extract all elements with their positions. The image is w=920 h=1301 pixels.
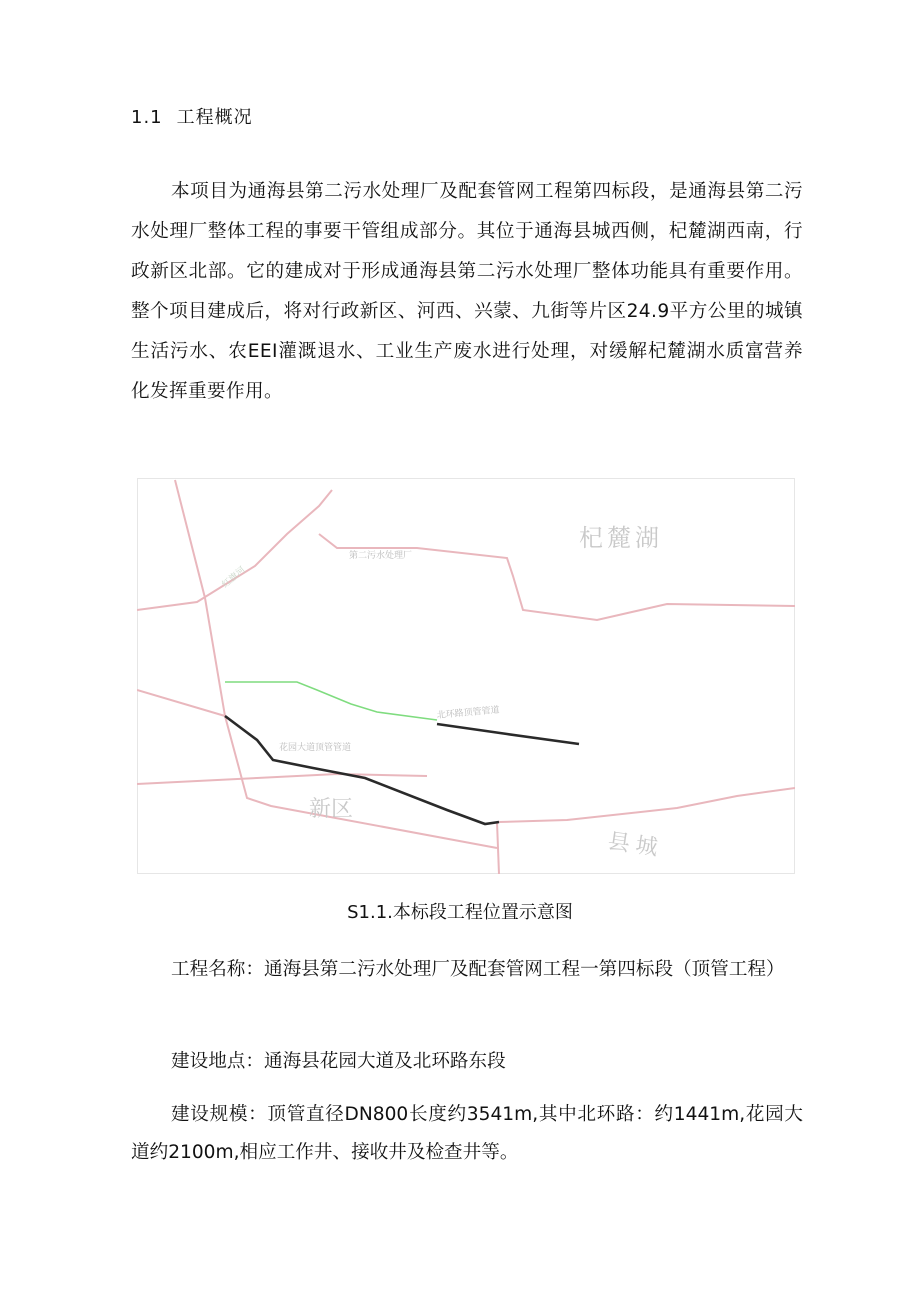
map-graphic: [137, 478, 795, 874]
plant-label: 第二污水处理厂: [349, 551, 413, 561]
road-county-west: [497, 822, 499, 874]
project-name: 工程名称：通海县第二污水处理厂及配套管网工程一第四标段（顶管工程）: [171, 959, 785, 980]
existing-pipeline: [225, 682, 437, 720]
road-county-north: [499, 788, 795, 822]
garden-avenue-pipeline: [225, 716, 499, 824]
section-number: 1.1: [131, 107, 163, 128]
river-label: 红旗河: [220, 565, 248, 591]
section-heading: [131, 103, 253, 129]
north-ring-pipeline: [437, 724, 579, 744]
intro-paragraph: 本项目为通海县第二污水处理厂及配套管网工程第四标段，是通海县第二污水处理厂整体工程的事要干管组成部分。其位于通海县城西侧，杞麓湖西南，行政新区北部。它的建成对于形成通海县第二污水处理厂整体功能具有重要作用。整个项目建成后，将对行政新区、河西、兴蒙、九街等片区24.9平方公里的城镇生活污水、农EEI灌溉退水、工业生产废水进行处理，对缓解杞麓湖水质富营养化发挥重要作用。: [131, 181, 803, 402]
lake-label: 杞麓湖: [579, 524, 663, 552]
road-northwest: [137, 490, 332, 610]
figure-caption: S1.1.本标段工程位置示意图: [347, 902, 573, 923]
map-frame: [138, 479, 795, 874]
road-west-vertical: [175, 480, 497, 848]
project-location: 建设地点：通海县花园大道及北环路东段: [171, 1051, 506, 1072]
road-south: [137, 774, 427, 784]
county-town-label: 县城: [606, 829, 666, 862]
garden-avenue-pipe-label: 花园大道顶管管道: [279, 743, 352, 753]
project-scale: 建设规模：顶管直径DN800长度约3541m,其中北环路：约1441m,花园大道约2100m,相应工作井、接收井及检查井等。: [131, 1104, 803, 1163]
location-map: [137, 478, 795, 874]
new-district-label: 新区: [309, 797, 354, 822]
road-lakeshore: [319, 534, 795, 620]
road-west-branch: [137, 690, 225, 716]
section-title: 工程概况: [176, 107, 253, 128]
north-ring-pipe-label: 北环路顶管管道: [436, 705, 501, 721]
